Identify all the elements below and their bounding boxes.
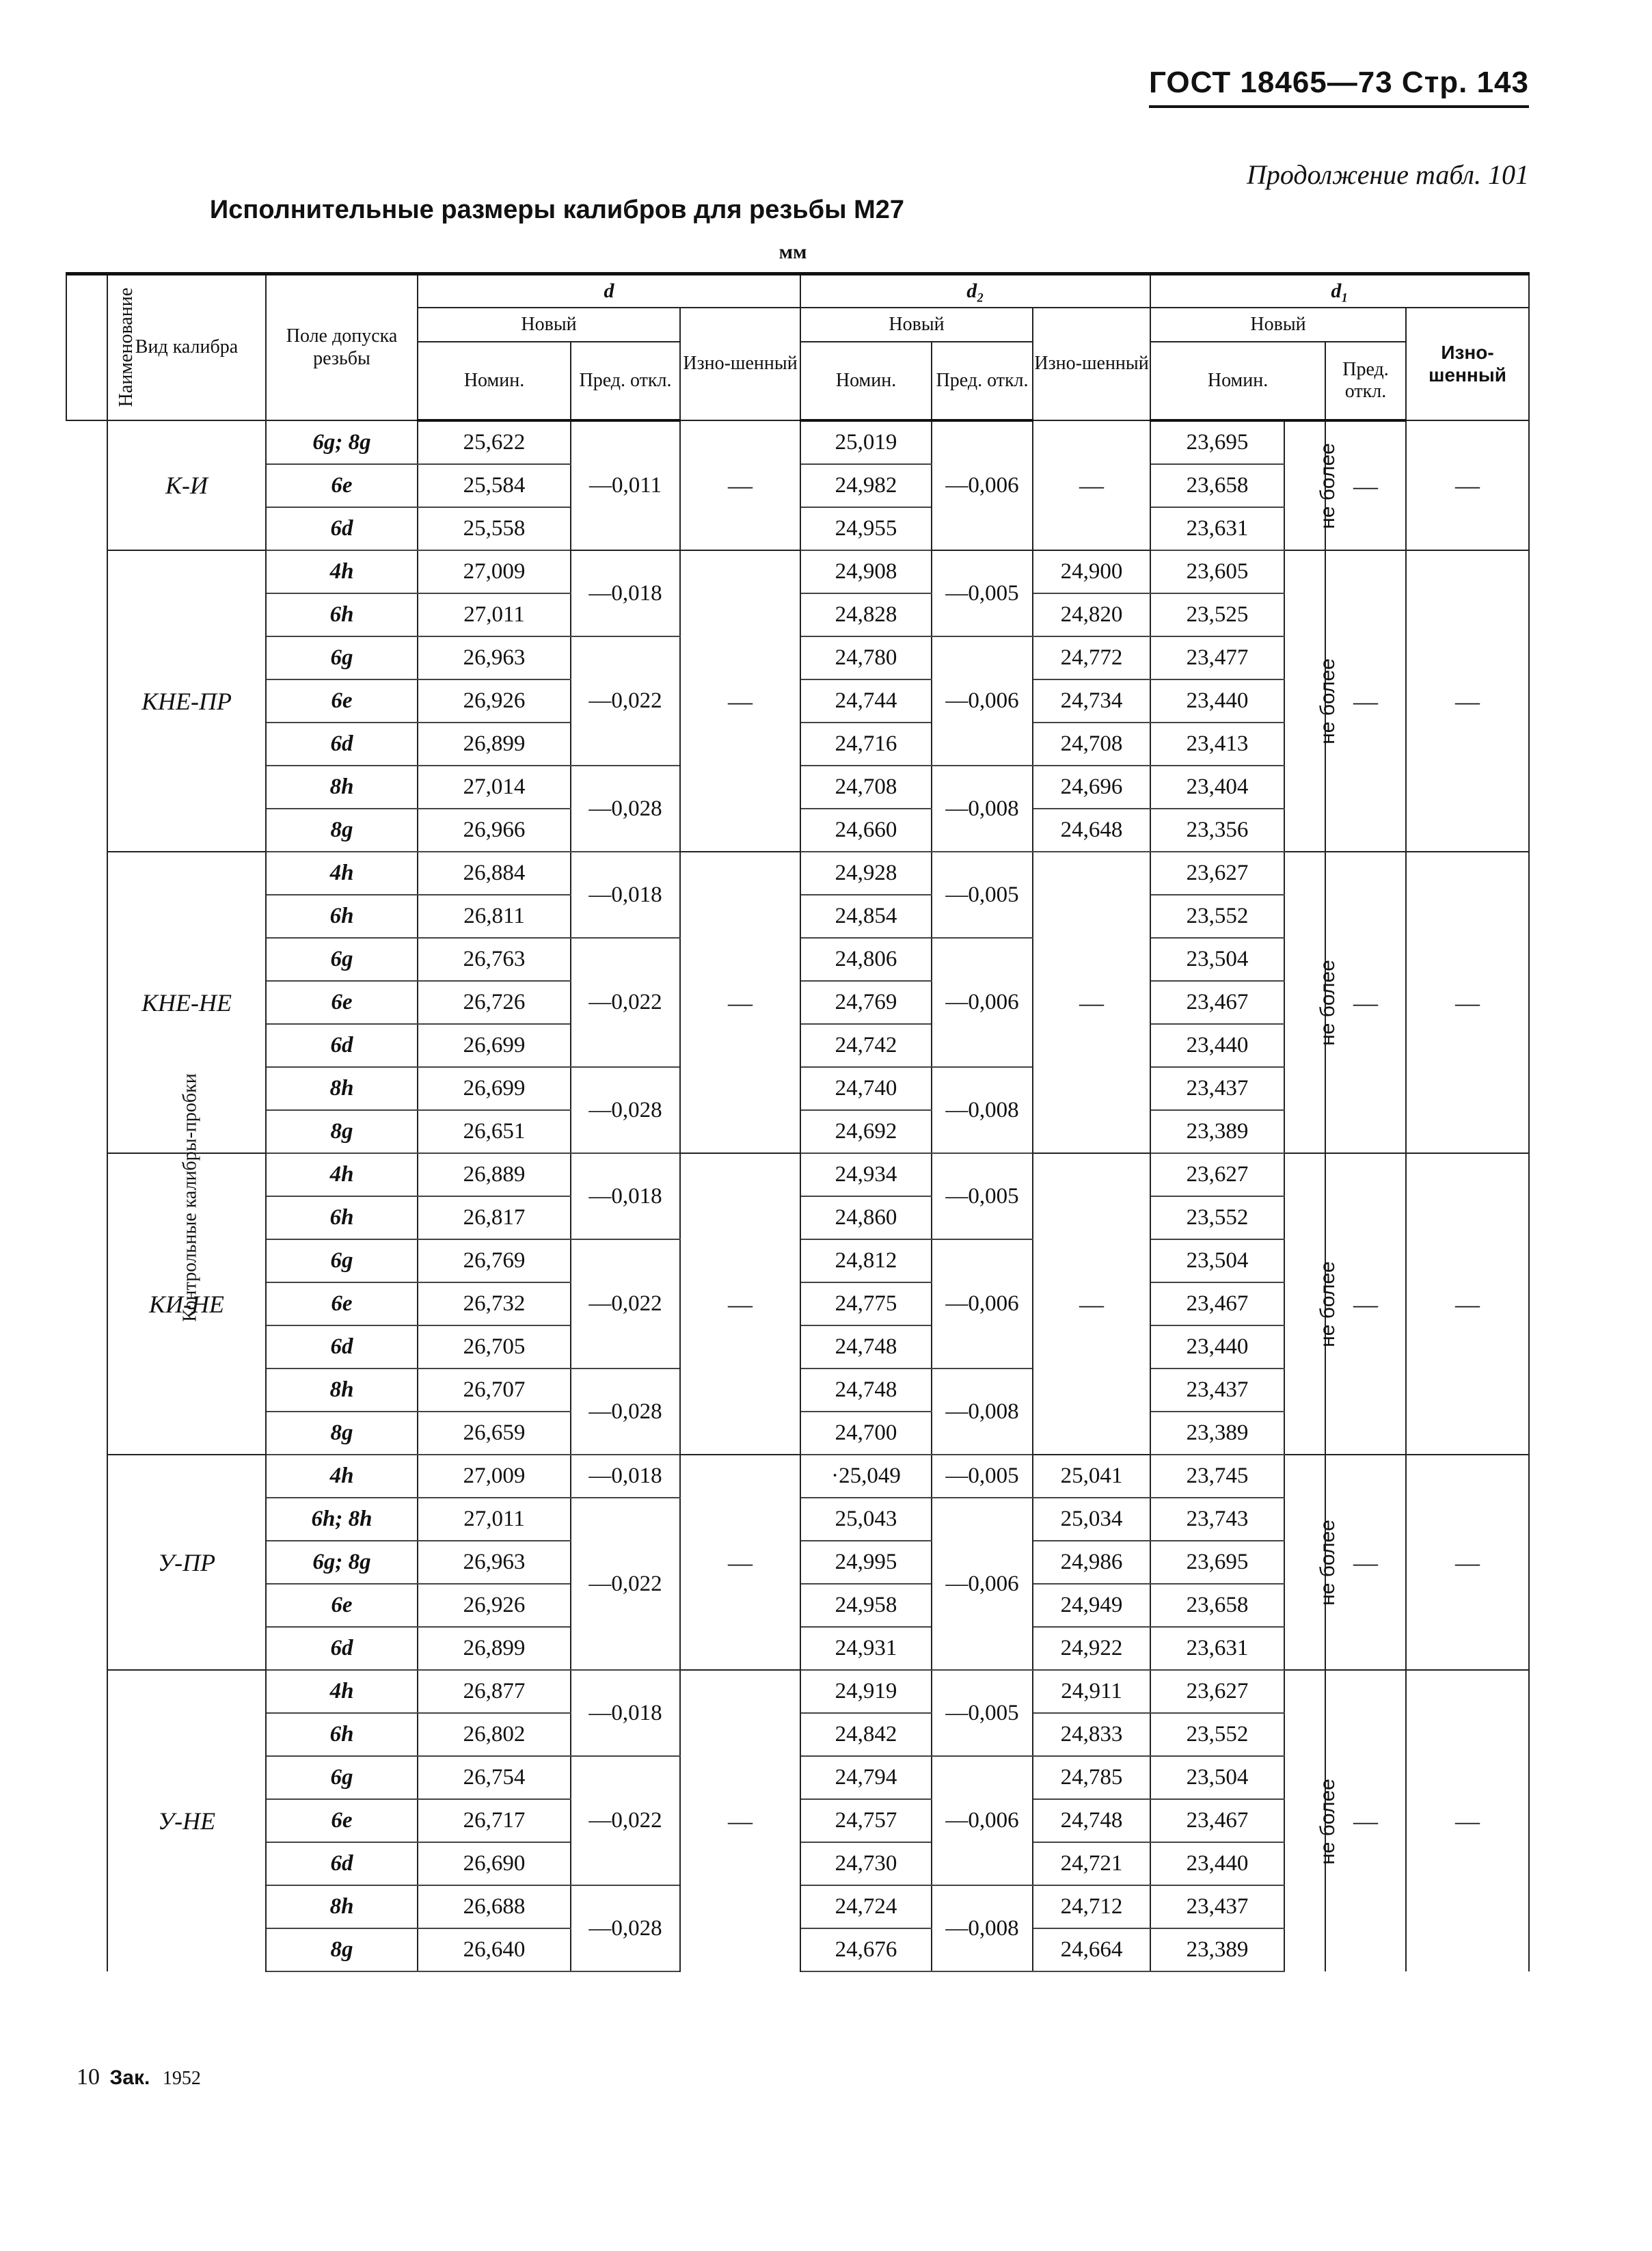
d-worn: — xyxy=(680,550,800,852)
tolerance-field: 6h xyxy=(266,1196,418,1239)
d2-nominal: 24,692 xyxy=(800,1110,932,1153)
d2-deviation: —0,008 xyxy=(932,1067,1033,1153)
table-row xyxy=(66,420,1529,464)
d2-worn: 25,041 xyxy=(1033,1455,1150,1498)
d2-worn: — xyxy=(1033,852,1150,1153)
tolerance-field: 6h; 8h xyxy=(266,1498,418,1541)
not-more-label xyxy=(1284,420,1339,550)
d1-nominal: 23,627 xyxy=(1150,1153,1284,1196)
tolerance-field: 8h xyxy=(266,1369,418,1412)
d2-worn: 24,648 xyxy=(1033,809,1150,852)
d2-nominal: 24,769 xyxy=(800,981,932,1024)
d1-worn: — xyxy=(1406,852,1529,1153)
col-d-worn: Изно-шенный xyxy=(680,308,800,420)
tolerance-field: 6d xyxy=(266,1627,418,1670)
d1-nominal: 23,389 xyxy=(1150,1928,1284,1971)
d2-nominal: 25,019 xyxy=(800,420,932,464)
d-deviation: —0,022 xyxy=(571,1239,680,1369)
tolerance-field: 4h xyxy=(266,1455,418,1498)
d2-nominal: 24,730 xyxy=(800,1842,932,1885)
d1-nominal: 23,356 xyxy=(1150,809,1284,852)
d1-nominal: 23,631 xyxy=(1150,1627,1284,1670)
d1-nominal: 23,504 xyxy=(1150,1756,1284,1799)
d1-nominal: 23,658 xyxy=(1150,464,1284,507)
d-deviation: —0,028 xyxy=(571,1885,680,1971)
footer-page-number: 10 xyxy=(77,2064,100,2090)
d1-nominal: 23,440 xyxy=(1150,679,1284,723)
d2-deviation: —0,008 xyxy=(932,1885,1033,1971)
tolerance-field: 6g xyxy=(266,636,418,679)
d1-worn: — xyxy=(1406,1670,1529,1971)
d-nominal: 27,011 xyxy=(418,593,571,636)
page-footer xyxy=(77,2064,201,2090)
col-d-nomin: Номин. xyxy=(418,342,571,420)
d1-nominal: 23,525 xyxy=(1150,593,1284,636)
d1-nominal: 23,413 xyxy=(1150,723,1284,766)
d1-worn: — xyxy=(1406,1455,1529,1670)
not-more-text: не более xyxy=(1316,443,1339,529)
tolerance-field: 8h xyxy=(266,766,418,809)
d2-nominal: 24,780 xyxy=(800,636,932,679)
d-deviation: —0,018 xyxy=(571,852,680,938)
d-nominal: 26,802 xyxy=(418,1713,571,1756)
standard-header: ГОСТ 18465—73 Стр. 143 xyxy=(1149,66,1529,108)
d2-nominal: 24,955 xyxy=(800,507,932,550)
d2-worn: 24,734 xyxy=(1033,679,1150,723)
d1-deviation: — xyxy=(1325,420,1406,550)
d2-nominal: 24,854 xyxy=(800,895,932,938)
d-nominal: 26,699 xyxy=(418,1024,571,1067)
tolerance-field: 6d xyxy=(266,1325,418,1369)
d-nominal: 26,966 xyxy=(418,809,571,852)
d-nominal: 26,726 xyxy=(418,981,571,1024)
col-naimenovanie: Наименование xyxy=(66,274,107,421)
d2-nominal: 24,860 xyxy=(800,1196,932,1239)
tolerance-field: 6d xyxy=(266,507,418,550)
d2-worn: 24,785 xyxy=(1033,1756,1150,1799)
d2-nominal: 24,995 xyxy=(800,1541,932,1584)
gauge-table-wrapper xyxy=(66,272,1528,1972)
d1-nominal: 23,437 xyxy=(1150,1885,1284,1928)
tolerance-field: 6d xyxy=(266,1842,418,1885)
d2-nominal: 24,828 xyxy=(800,593,932,636)
col-d1-worn: Изно-шенный xyxy=(1406,308,1529,420)
tolerance-field: 8g xyxy=(266,809,418,852)
d2-nominal: 24,708 xyxy=(800,766,932,809)
gauge-type: КНЕ-ПР xyxy=(107,550,266,852)
d-nominal: 27,014 xyxy=(418,766,571,809)
d-nominal: 26,817 xyxy=(418,1196,571,1239)
not-more-label xyxy=(1284,852,1339,1153)
d2-deviation: —0,006 xyxy=(932,636,1033,766)
d-deviation: —0,028 xyxy=(571,766,680,852)
d-nominal: 26,763 xyxy=(418,938,571,981)
d2-worn: 24,949 xyxy=(1033,1584,1150,1627)
d2-nominal: 24,794 xyxy=(800,1756,932,1799)
d-deviation: —0,022 xyxy=(571,938,680,1067)
not-more-text: не более xyxy=(1316,1778,1339,1865)
d2-nominal: 24,744 xyxy=(800,679,932,723)
not-more-label xyxy=(1284,1670,1339,1971)
d-deviation: —0,022 xyxy=(571,636,680,766)
d-nominal: 26,899 xyxy=(418,723,571,766)
tolerance-field: 6g; 8g xyxy=(266,420,418,464)
tolerance-field: 4h xyxy=(266,852,418,895)
d-nominal: 26,732 xyxy=(418,1282,571,1325)
d1-nominal: 23,437 xyxy=(1150,1067,1284,1110)
d2-worn: 24,900 xyxy=(1033,550,1150,593)
d2-deviation: —0,006 xyxy=(932,938,1033,1067)
continuation-label: Продолжение табл. 101 xyxy=(1246,159,1529,190)
col-pole: Поле допуска резьбы xyxy=(266,274,418,421)
d2-deviation: —0,005 xyxy=(932,1455,1033,1498)
d-nominal: 26,769 xyxy=(418,1239,571,1282)
d2-worn: — xyxy=(1033,1153,1150,1455)
d1-nominal: 23,627 xyxy=(1150,852,1284,895)
gauge-type: КИ-НЕ xyxy=(107,1153,266,1455)
d1-nominal: 23,440 xyxy=(1150,1024,1284,1067)
not-more-label xyxy=(1284,1455,1339,1670)
d1-worn: — xyxy=(1406,550,1529,852)
d-deviation: —0,018 xyxy=(571,550,680,636)
tolerance-field: 6e xyxy=(266,1799,418,1842)
not-more-label xyxy=(1284,1153,1339,1455)
d-nominal: 26,963 xyxy=(418,1541,571,1584)
d2-nominal: 24,958 xyxy=(800,1584,932,1627)
d2-nominal: 24,934 xyxy=(800,1153,932,1196)
tolerance-field: 6h xyxy=(266,593,418,636)
d1-nominal: 23,437 xyxy=(1150,1369,1284,1412)
d-deviation: —0,022 xyxy=(571,1756,680,1885)
d2-worn: 24,721 xyxy=(1033,1842,1150,1885)
d-nominal: 26,963 xyxy=(418,636,571,679)
d-deviation: —0,028 xyxy=(571,1067,680,1153)
tolerance-field: 8g xyxy=(266,1412,418,1455)
d1-nominal: 23,467 xyxy=(1150,1282,1284,1325)
d-deviation: —0,018 xyxy=(571,1153,680,1239)
d2-worn: 24,748 xyxy=(1033,1799,1150,1842)
d-nominal: 26,688 xyxy=(418,1885,571,1928)
tolerance-field: 4h xyxy=(266,1670,418,1713)
d-nominal: 26,926 xyxy=(418,679,571,723)
d-worn: — xyxy=(680,420,800,550)
d-nominal: 26,889 xyxy=(418,1153,571,1196)
d2-deviation: —0,006 xyxy=(932,1756,1033,1885)
d-deviation: —0,022 xyxy=(571,1498,680,1670)
d1-nominal: 23,440 xyxy=(1150,1842,1284,1885)
d-worn: — xyxy=(680,1455,800,1670)
gauge-type: КНЕ-НЕ xyxy=(107,852,266,1153)
col-d1-nomin: Номин. xyxy=(1150,342,1325,420)
d-deviation: —0,011 xyxy=(571,420,680,550)
not-more-text: не более xyxy=(1316,1261,1339,1347)
d2-nominal: 24,676 xyxy=(800,1928,932,1971)
d2-nominal: 24,748 xyxy=(800,1369,932,1412)
tolerance-field: 8h xyxy=(266,1885,418,1928)
d-nominal: 26,926 xyxy=(418,1584,571,1627)
not-more-text: не более xyxy=(1316,658,1339,744)
d-nominal: 27,011 xyxy=(418,1498,571,1541)
d-nominal: 27,009 xyxy=(418,550,571,593)
d-nominal: 26,877 xyxy=(418,1670,571,1713)
d2-deviation: —0,005 xyxy=(932,1153,1033,1239)
d2-nominal: 24,812 xyxy=(800,1239,932,1282)
d-worn: — xyxy=(680,1670,800,1971)
d1-nominal: 23,504 xyxy=(1150,938,1284,981)
tolerance-field: 6e xyxy=(266,679,418,723)
d1-nominal: 23,695 xyxy=(1150,1541,1284,1584)
d2-deviation: —0,008 xyxy=(932,766,1033,852)
d1-nominal: 23,605 xyxy=(1150,550,1284,593)
d2-nominal: 24,842 xyxy=(800,1713,932,1756)
d1-nominal: 23,658 xyxy=(1150,1584,1284,1627)
d-deviation: —0,028 xyxy=(571,1369,680,1455)
d-nominal: 26,754 xyxy=(418,1756,571,1799)
d2-worn: 24,664 xyxy=(1033,1928,1150,1971)
table-body xyxy=(66,420,1529,1971)
tolerance-field: 4h xyxy=(266,1153,418,1196)
d2-deviation: —0,006 xyxy=(932,420,1033,550)
d2-nominal: ·25,049 xyxy=(800,1455,932,1498)
d1-deviation: — xyxy=(1325,1670,1406,1971)
d-nominal: 26,705 xyxy=(418,1325,571,1369)
d-nominal: 26,651 xyxy=(418,1110,571,1153)
table-row xyxy=(66,550,1529,593)
tolerance-field: 6g; 8g xyxy=(266,1541,418,1584)
tolerance-field: 6g xyxy=(266,1756,418,1799)
d1-nominal: 23,440 xyxy=(1150,1325,1284,1369)
d1-nominal: 23,477 xyxy=(1150,636,1284,679)
col-d2-pred: Пред. откл. xyxy=(932,342,1033,420)
d2-nominal: 24,724 xyxy=(800,1885,932,1928)
unit-label: мм xyxy=(778,241,807,263)
d1-deviation: — xyxy=(1325,852,1406,1153)
d2-worn: 25,034 xyxy=(1033,1498,1150,1541)
d-nominal: 26,699 xyxy=(418,1067,571,1110)
d2-nominal: 24,748 xyxy=(800,1325,932,1369)
footer-order-label: Зак. xyxy=(109,2066,150,2089)
col-d: d xyxy=(418,274,800,308)
d2-nominal: 24,660 xyxy=(800,809,932,852)
tolerance-field: 6e xyxy=(266,981,418,1024)
d-worn: — xyxy=(680,1153,800,1455)
table-row xyxy=(66,1153,1529,1196)
side-label-text: Контрольные калибры-пробки xyxy=(179,1073,201,1322)
d-nominal: 25,622 xyxy=(418,420,571,464)
d1-nominal: 23,627 xyxy=(1150,1670,1284,1713)
d2-nominal: 24,931 xyxy=(800,1627,932,1670)
d2-nominal: 24,806 xyxy=(800,938,932,981)
gauge-table xyxy=(66,272,1530,1972)
d-nominal: 26,884 xyxy=(418,852,571,895)
col-d2-worn: Изно-шенный xyxy=(1033,308,1150,420)
d1-deviation: — xyxy=(1325,550,1406,852)
col-d2-nomin: Номин. xyxy=(800,342,932,420)
d1-deviation: — xyxy=(1325,1455,1406,1670)
d-nominal: 26,659 xyxy=(418,1412,571,1455)
d1-worn: — xyxy=(1406,1153,1529,1455)
col-d-pred: Пред. откл. xyxy=(571,342,680,420)
not-more-label xyxy=(1284,550,1339,852)
d2-nominal: 24,982 xyxy=(800,464,932,507)
d2-deviation: —0,008 xyxy=(932,1369,1033,1455)
tolerance-field: 8g xyxy=(266,1110,418,1153)
d-nominal: 27,009 xyxy=(418,1455,571,1498)
table-row xyxy=(66,1670,1529,1713)
d2-worn: 24,922 xyxy=(1033,1627,1150,1670)
tolerance-field: 8h xyxy=(266,1067,418,1110)
d2-worn: 24,820 xyxy=(1033,593,1150,636)
table-row xyxy=(66,852,1529,895)
gauge-type: У-НЕ xyxy=(107,1670,266,1971)
d1-deviation: — xyxy=(1325,1153,1406,1455)
d2-worn: — xyxy=(1033,420,1150,550)
col-d-new: Новый xyxy=(418,308,680,342)
col-d1: d₁ xyxy=(1150,274,1529,308)
d2-deviation: —0,006 xyxy=(932,1498,1033,1670)
d-nominal: 26,640 xyxy=(418,1928,571,1971)
d1-nominal: 23,743 xyxy=(1150,1498,1284,1541)
d2-nominal: 24,716 xyxy=(800,723,932,766)
col-d1-pred: Пред. откл. xyxy=(1325,342,1406,420)
d-nominal: 26,707 xyxy=(418,1369,571,1412)
d2-worn: 24,833 xyxy=(1033,1713,1150,1756)
d-nominal: 26,717 xyxy=(418,1799,571,1842)
d2-deviation: —0,005 xyxy=(932,852,1033,938)
d1-nominal: 23,552 xyxy=(1150,895,1284,938)
not-more-text: не более xyxy=(1316,1520,1339,1606)
footer-order-number: 1952 xyxy=(162,2068,201,2089)
tolerance-field: 6h xyxy=(266,895,418,938)
d1-nominal: 23,389 xyxy=(1150,1412,1284,1455)
col-d2-new: Новый xyxy=(800,308,1033,342)
d1-nominal: 23,404 xyxy=(1150,766,1284,809)
d-nominal: 25,584 xyxy=(418,464,571,507)
tolerance-field: 8g xyxy=(266,1928,418,1971)
d2-worn: 24,696 xyxy=(1033,766,1150,809)
tolerance-field: 4h xyxy=(266,550,418,593)
d1-nominal: 23,504 xyxy=(1150,1239,1284,1282)
tolerance-field: 6g xyxy=(266,938,418,981)
d2-deviation: —0,005 xyxy=(932,1670,1033,1756)
d1-nominal: 23,745 xyxy=(1150,1455,1284,1498)
d2-worn: 24,986 xyxy=(1033,1541,1150,1584)
tolerance-field: 6e xyxy=(266,1282,418,1325)
d-nominal: 26,690 xyxy=(418,1842,571,1885)
d-deviation: —0,018 xyxy=(571,1670,680,1756)
d1-nominal: 23,467 xyxy=(1150,1799,1284,1842)
d-nominal: 25,558 xyxy=(418,507,571,550)
d2-worn: 24,712 xyxy=(1033,1885,1150,1928)
col-d1-new: Новый xyxy=(1150,308,1406,342)
d-nominal: 26,811 xyxy=(418,895,571,938)
d1-worn: — xyxy=(1406,420,1529,550)
table-row xyxy=(66,1455,1529,1498)
gauge-type: У-ПР xyxy=(107,1455,266,1670)
not-more-text: не более xyxy=(1316,960,1339,1046)
d2-nominal: 24,740 xyxy=(800,1067,932,1110)
d2-deviation: —0,005 xyxy=(932,550,1033,636)
d1-nominal: 23,467 xyxy=(1150,981,1284,1024)
d1-nominal: 23,695 xyxy=(1150,420,1284,464)
d-worn: — xyxy=(680,852,800,1153)
d1-nominal: 23,631 xyxy=(1150,507,1284,550)
d2-nominal: 24,757 xyxy=(800,1799,932,1842)
d2-deviation: —0,006 xyxy=(932,1239,1033,1369)
d2-nominal: 24,775 xyxy=(800,1282,932,1325)
d2-worn: 24,911 xyxy=(1033,1670,1150,1713)
d2-nominal: 25,043 xyxy=(800,1498,932,1541)
tolerance-field: 6h xyxy=(266,1713,418,1756)
tolerance-field: 6d xyxy=(266,723,418,766)
d2-nominal: 24,908 xyxy=(800,550,932,593)
tolerance-field: 6e xyxy=(266,464,418,507)
d1-nominal: 23,552 xyxy=(1150,1196,1284,1239)
d2-worn: 24,708 xyxy=(1033,723,1150,766)
d2-nominal: 24,919 xyxy=(800,1670,932,1713)
d-deviation: —0,018 xyxy=(571,1455,680,1498)
gauge-type: К-И xyxy=(107,420,266,550)
d1-nominal: 23,389 xyxy=(1150,1110,1284,1153)
table-title: Исполнительные размеры калибров для резьбы М27 xyxy=(209,196,905,224)
d2-worn: 24,772 xyxy=(1033,636,1150,679)
d2-nominal: 24,700 xyxy=(800,1412,932,1455)
tolerance-field: 6d xyxy=(266,1024,418,1067)
d1-nominal: 23,552 xyxy=(1150,1713,1284,1756)
d2-nominal: 24,742 xyxy=(800,1024,932,1067)
tolerance-field: 6g xyxy=(266,1239,418,1282)
tolerance-field: 6e xyxy=(266,1584,418,1627)
d-nominal: 26,899 xyxy=(418,1627,571,1670)
col-vid: Вид калибра xyxy=(107,274,266,421)
col-d2: d₂ xyxy=(800,274,1150,308)
d2-nominal: 24,928 xyxy=(800,852,932,895)
